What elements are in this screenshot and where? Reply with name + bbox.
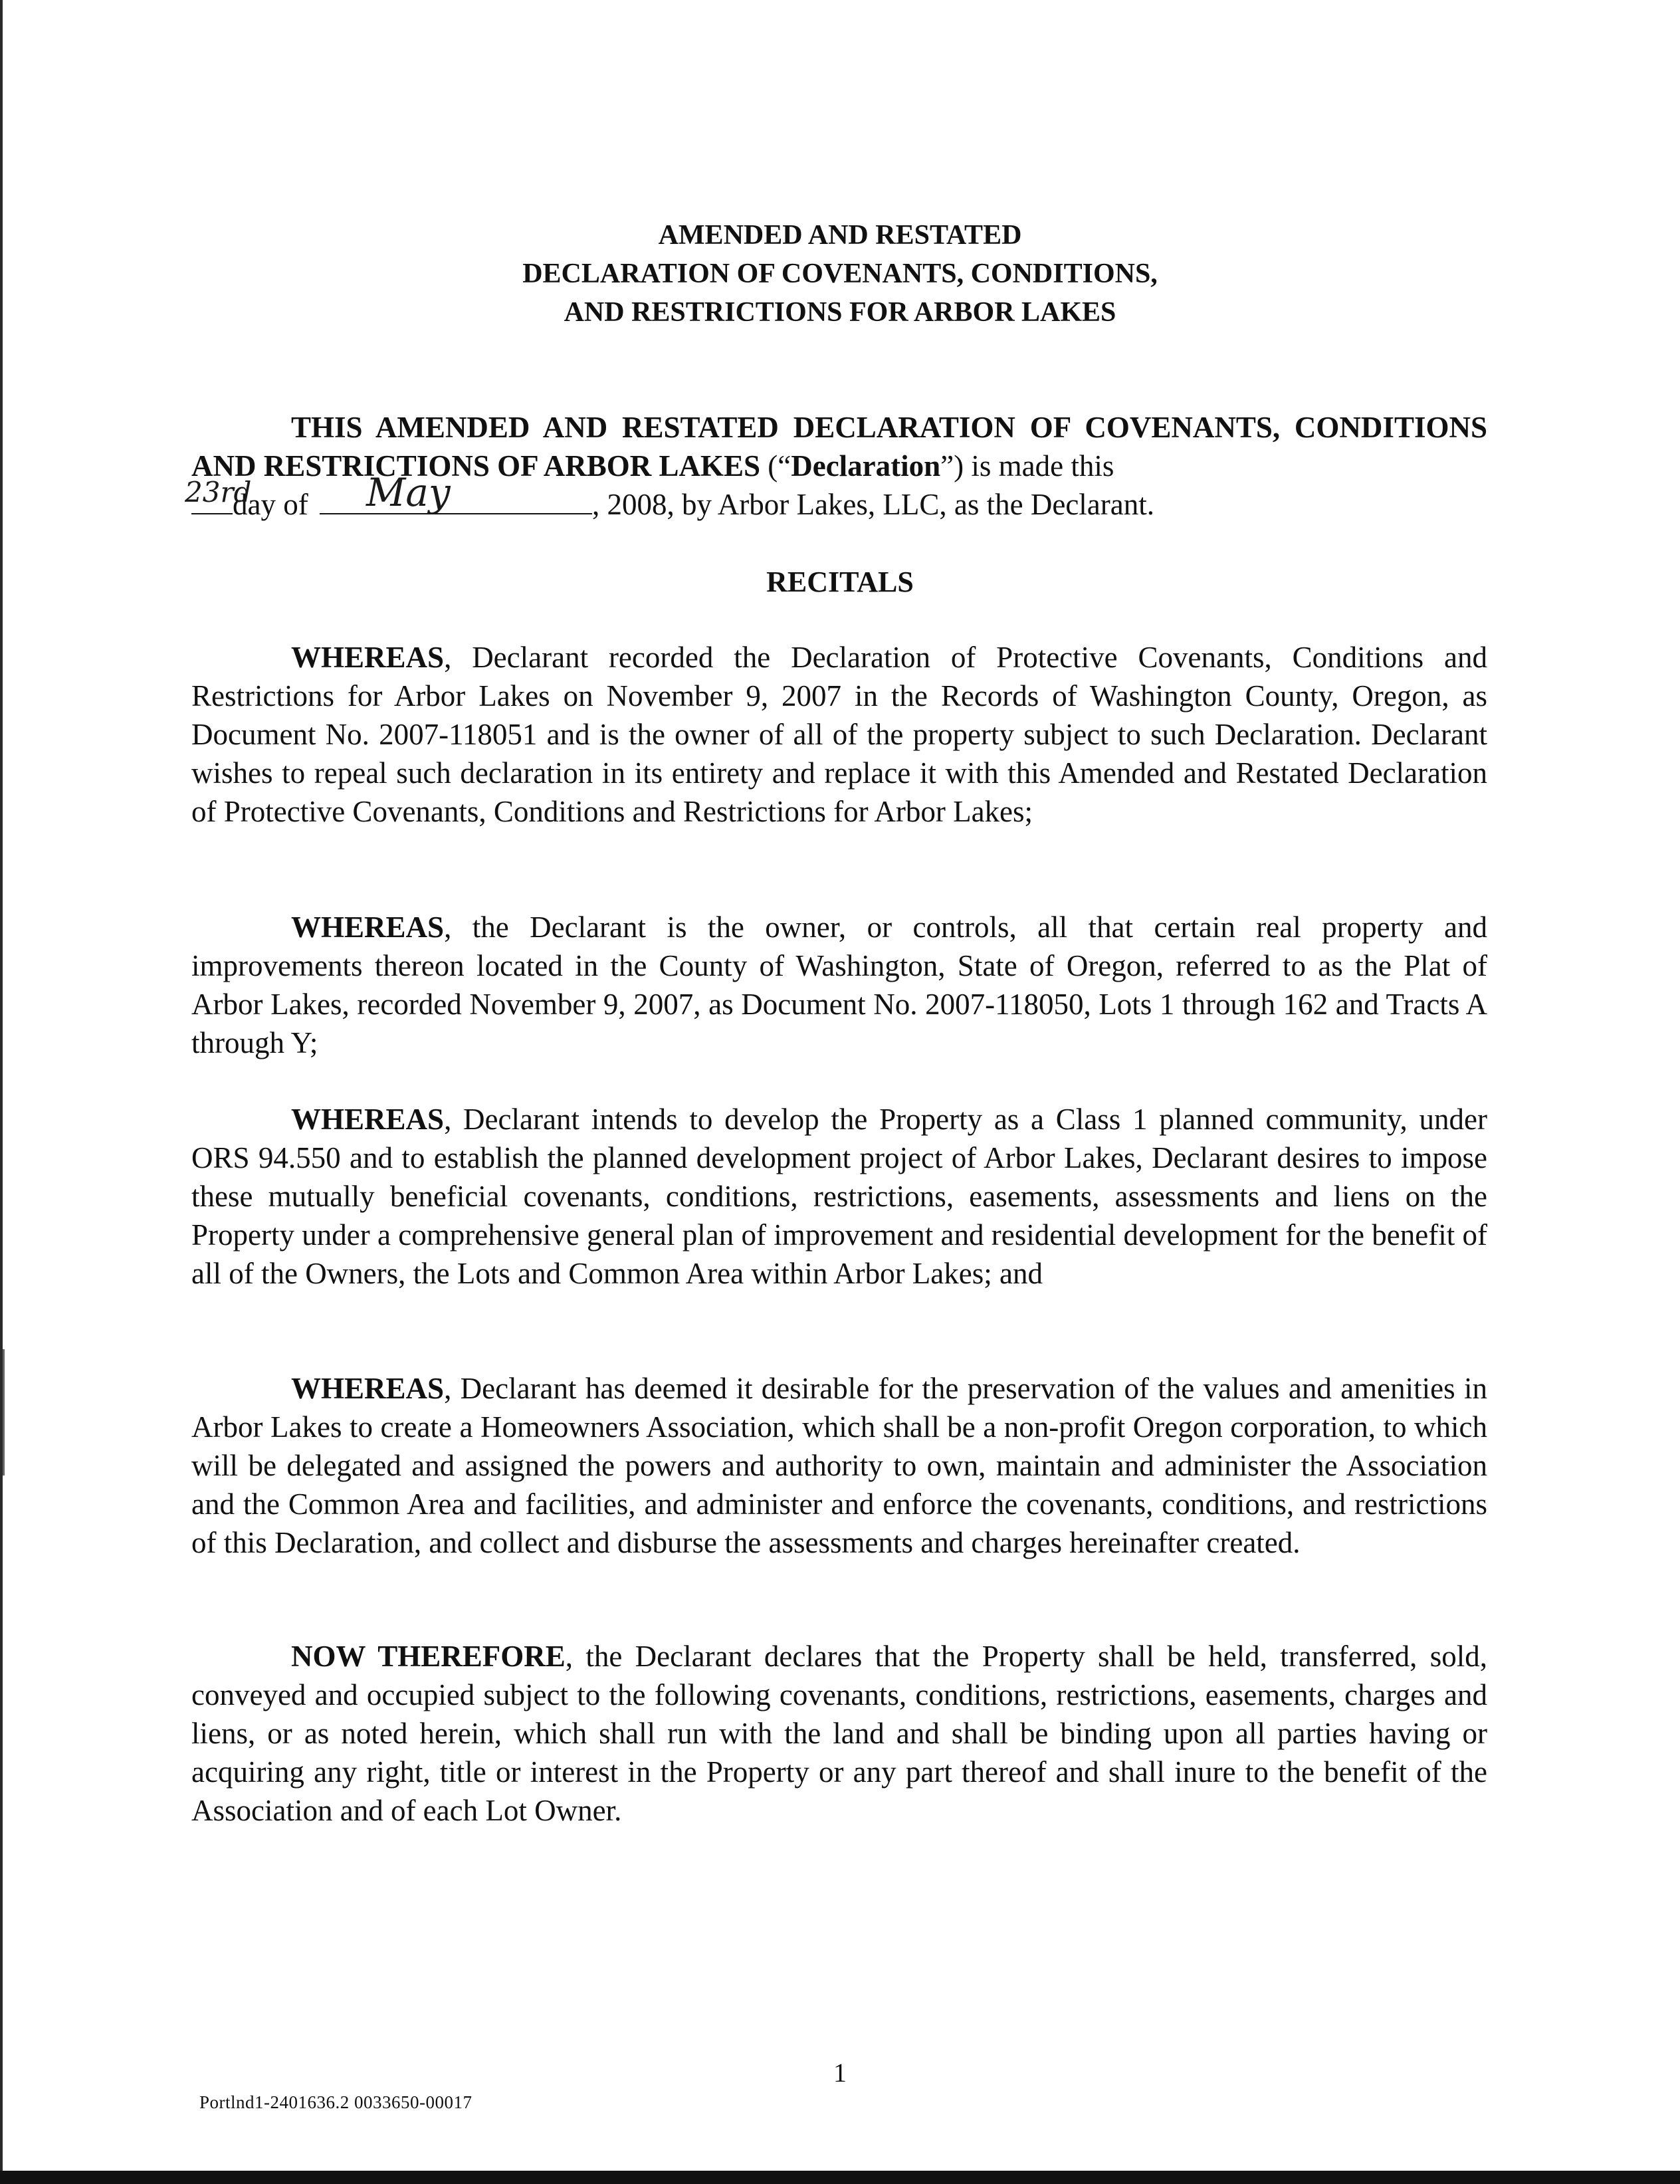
title-line-2: DECLARATION OF COVENANTS, CONDITIONS, (522, 259, 1158, 289)
paragraph-text: , the Declarant is the owner, or controls, all that certain real property and improvements thereon located in the County of Washington, State of Oregon, referred to as the Plat of Arbor Lakes, recorded November 9, 2007, as Document No. 2007-118050, Lots 1 through 162 and Tracts A through Y; (191, 911, 1487, 1059)
handwritten-month: May (366, 470, 451, 515)
paragraph-lead: NOW THEREFORE (291, 1640, 566, 1673)
scan-mark (3, 1349, 5, 1475)
paragraph-lead: WHEREAS (291, 1372, 445, 1405)
intro-paragraph (185, 408, 1487, 524)
document-title (0, 216, 1680, 332)
now-therefore-paragraph (191, 1637, 1487, 1830)
paragraph-text: , Declarant recorded the Declaration of Protective Covenants, Conditions and Restrictions for Arbor Lakes on November 9, 2007 in the Records of Washington County, Oregon, as Document No. 2007-118051 and is the owner of all of the property subject to such Declaration. Declarant wishes to repeal such declaration in its entirety and replace it with this Amended and Restated Declaration of Protective Covenants, Conditions and Restrictions for Arbor Lakes; (191, 641, 1487, 828)
whereas-paragraph-2 (191, 908, 1487, 1062)
intro-bold-lead: THIS AMENDED AND RESTATED DECLARATION OF COVENANTS, CONDITIONS AND RESTRICTIONS OF ARBOR LAKES (191, 411, 1487, 483)
footer-document-code: Portlnd1-2401636.2 0033650-00017 (199, 2092, 472, 2112)
handwritten-day: 23rd (185, 476, 252, 508)
month-blank (320, 470, 592, 515)
title-line-1: AMENDED AND RESTATED (658, 220, 1022, 251)
page-number: 1 (833, 2058, 847, 2088)
whereas-paragraph-4 (191, 1369, 1487, 1562)
intro-quote-open: (“ (760, 449, 791, 483)
whereas-paragraph-3 (191, 1100, 1487, 1293)
declaration-term: Declaration (791, 449, 941, 483)
paragraph-text: , Declarant has deemed it desirable for the preservation of the values and amenities in Arbor Lakes to create a Homeowners Association, which shall be a non-profit Oregon corporation, to which will be delegated and assigned the powers and authority to own, maintain and administer the Association and the Common Area and facilities, and administer and enforce the covenants, conditions, and restrictions of this Declaration, and collect and disburse the assessments and charges hereinafter created. (191, 1372, 1487, 1559)
intro-rest: , 2008, by Arbor Lakes, LLC, as the Declarant. (591, 488, 1154, 521)
whereas-paragraph-1 (191, 638, 1487, 831)
intro-quote-close: ”) is made this (940, 449, 1114, 483)
paragraph-lead: WHEREAS (291, 1103, 445, 1136)
recitals-heading: RECITALS (766, 566, 914, 598)
day-blank (185, 476, 252, 514)
paragraph-lead: WHEREAS (291, 911, 445, 944)
paragraph-lead: WHEREAS (291, 641, 445, 674)
paragraph-text: , the Declarant declares that the Property shall be held, transferred, sold, conveyed and occupied subject to the following covenants, conditions, restrictions, easements, charges and liens, or as noted herein, which shall run with the land and shall be binding upon all parties having or acquiring any right, title or interest in the Property or any part thereof and shall inure to the benefit of the Association and of each Lot Owner. (191, 1640, 1487, 1827)
paragraph-text: , Declarant intends to develop the Property as a Class 1 planned community, under ORS 94.550 and to establish the planned development project of Arbor Lakes, Declarant desires to impose these mutually beneficial covenants, conditions, restrictions, easements, assessments and liens on the Property under a comprehensive general plan of improvement and residential development for the benefit of all of the Owners, the Lots and Common Area within Arbor Lakes; and (191, 1103, 1487, 1290)
scan-edge-bottom (0, 2171, 1680, 2184)
day-of-label: day of (233, 488, 308, 521)
title-line-3: AND RESTRICTIONS FOR ARBOR LAKES (564, 297, 1116, 328)
